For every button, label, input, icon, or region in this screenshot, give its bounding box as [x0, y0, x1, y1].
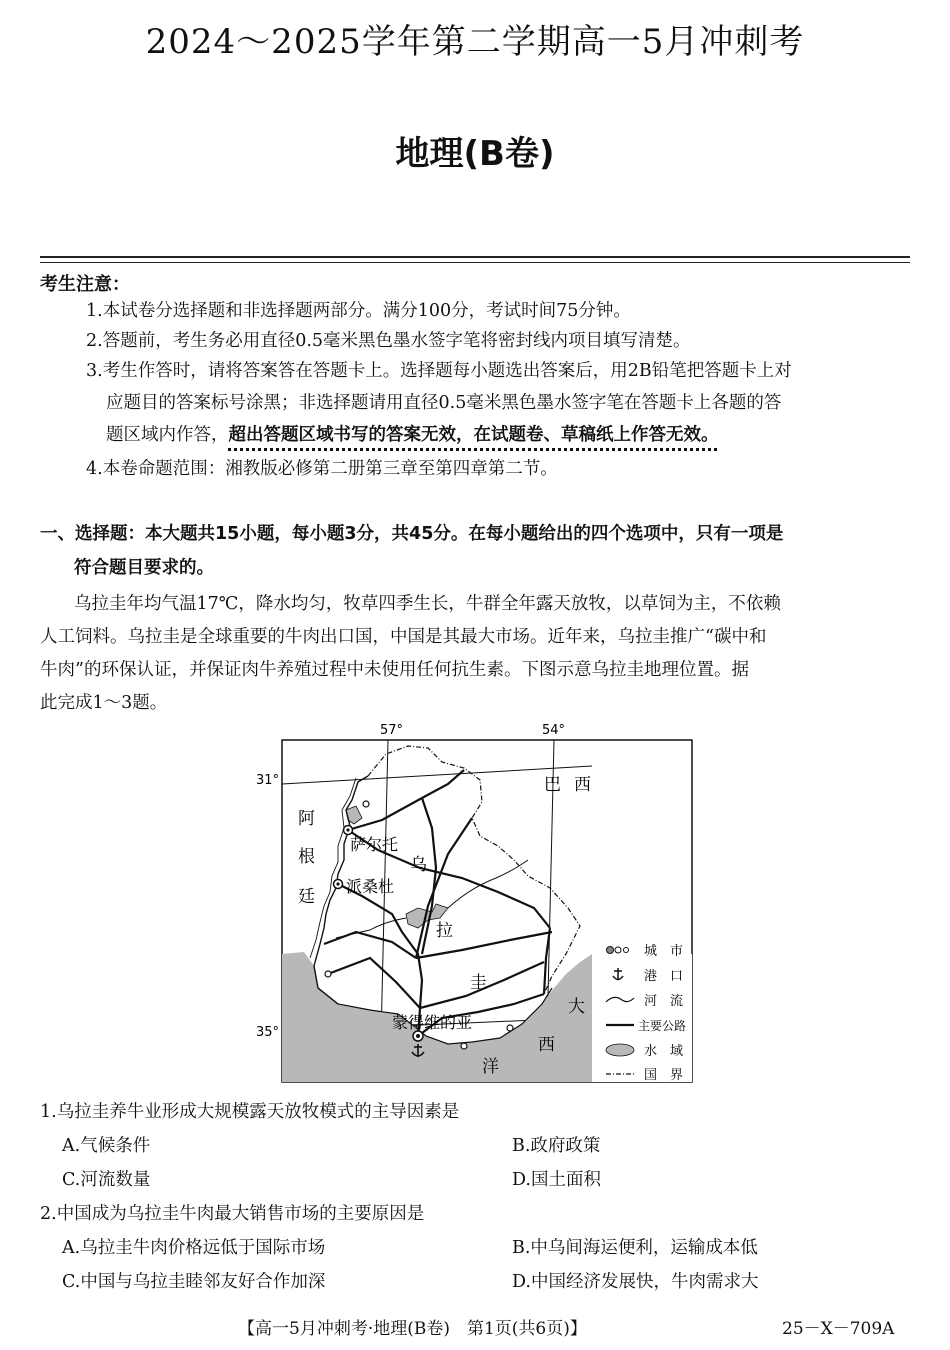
legend-city-label: 城 市	[644, 944, 684, 959]
question-1-option-d: D.国土面积	[512, 1170, 601, 1190]
legend-river-label: 河 流	[644, 994, 684, 1009]
map-label-atlantic-1: 大	[568, 997, 585, 1017]
map-label-paysandu: 派桑杜	[346, 877, 395, 896]
map-label-brazil-2: 西	[574, 775, 591, 795]
notice-item-1: 1.本试卷分选择题和非选择题两部分。满分100分，考试时间75分钟。	[86, 301, 631, 321]
question-2-stem: 2.中国成为乌拉圭牛肉最大销售市场的主要原因是	[40, 1204, 425, 1224]
map-label-argentina-1: 阿	[298, 809, 315, 829]
city-marker-montevideo-core	[416, 1034, 420, 1038]
passage-line-2: 人工饲料。乌拉圭是全球重要的牛肉出口国，中国是其最大市场。近年来，乌拉圭推广“碳中和	[40, 627, 767, 647]
map-label-argentina-3: 廷	[298, 887, 315, 907]
legend-water-label: 水 域	[644, 1044, 684, 1059]
uruguay-location-map	[252, 718, 698, 1088]
town-marker	[325, 971, 331, 977]
legend-city-icon	[607, 947, 614, 954]
question-1-option-a: A.气候条件	[62, 1136, 151, 1156]
lat-label-31: 31°	[256, 773, 280, 788]
map-label-argentina-2: 根	[298, 847, 315, 867]
map-label-uruguay-2: 拉	[436, 921, 453, 941]
notice-item-3-line-2: 应题目的答案标号涂黑；非选择题请用直径0.5毫米黑色墨水签字笔在答题卡上各题的答	[106, 393, 782, 413]
notice-item-3-prefix: 题区域内作答，	[106, 425, 229, 445]
notice-item-2: 2.答题前，考生务必用直径0.5毫米黑色墨水签字笔将密封线内项目填写清楚。	[86, 331, 691, 351]
exam-title: 2024～2025学年第二学期高一5月冲刺考	[145, 22, 805, 62]
exam-subtitle: 地理(B卷)	[395, 134, 555, 174]
town-marker	[461, 1043, 467, 1049]
notice-item-3-line-3	[106, 420, 719, 450]
legend-border-label: 国 界	[644, 1068, 684, 1083]
passage-line-1: 乌拉圭年均气温17℃，降水均匀，牧草四季生长，牛群全年露天放牧，以草饲为主，不依赖	[74, 594, 781, 614]
question-1-option-c: C.河流数量	[62, 1170, 151, 1190]
section-heading-line-1: 一、选择题：本大题共15小题，每小题3分，共45分。在每小题给出的四个选项中，只有一项是	[40, 524, 784, 544]
map-label-salto: 萨尔托	[350, 835, 399, 854]
header-divider	[40, 256, 910, 258]
paper-code: 25－X－709A	[782, 1319, 895, 1339]
notice-heading: 考生注意：	[40, 274, 130, 295]
map-label-montevideo: 蒙得维的亚	[392, 1013, 473, 1032]
lon-label-54: 54°	[542, 723, 566, 738]
notice-item-3-emphasis: 超出答题区域书写的答案无效，在试题卷、草稿纸上作答无效。	[228, 425, 719, 445]
map-label-uruguay-1: 乌	[410, 855, 427, 875]
town-marker	[363, 801, 369, 807]
passage-line-3: 牛肉”的环保认证，并保证肉牛养殖过程中未使用任何抗生素。下图示意乌拉圭地理位置。据	[40, 660, 749, 680]
notice-item-3-line-1: 3.考生作答时，请将答案答在答题卡上。选择题每小题选出答案后，用2B铅笔把答题卡上对	[86, 361, 792, 381]
legend-road-label: 主要公路	[638, 1019, 687, 1033]
town-marker	[507, 1025, 513, 1031]
map-label-atlantic-3: 洋	[482, 1057, 499, 1077]
notice-item-4: 4.本卷命题范围：湘教版必修第二册第三章至第四章第二节。	[86, 459, 558, 479]
page-footer: 【高一5月冲刺考·地理(B卷) 第1页(共6页)】	[238, 1319, 587, 1339]
map-label-uruguay-3: 圭	[470, 973, 487, 993]
question-2-option-d: D.中国经济发展快，牛肉需求大	[512, 1272, 759, 1292]
city-marker-paysandu-core	[336, 882, 339, 885]
map-label-atlantic-2: 西	[538, 1035, 555, 1055]
passage-line-4: 此完成1～3题。	[40, 693, 168, 713]
question-2-option-b: B.中乌间海运便利，运输成本低	[512, 1238, 758, 1258]
question-1-stem: 1.乌拉圭养牛业形成大规模露天放牧模式的主导因素是	[40, 1102, 460, 1122]
header-divider-thin	[40, 262, 910, 263]
section-heading-line-2: 符合题目要求的。	[74, 558, 214, 578]
legend-city-icon-3	[624, 948, 629, 953]
city-marker-salto-core	[346, 828, 349, 831]
map-label-brazil-1: 巴	[544, 775, 561, 795]
question-1-option-b: B.政府政策	[512, 1136, 601, 1156]
legend-port-label: 港 口	[644, 969, 684, 984]
legend-city-icon-2	[615, 947, 621, 953]
question-2-option-c: C.中国与乌拉圭睦邻友好合作加深	[62, 1272, 326, 1292]
lon-label-57: 57°	[380, 723, 404, 738]
question-2-option-a: A.乌拉圭牛肉价格远低于国际市场	[62, 1238, 326, 1258]
lat-label-35: 35°	[256, 1025, 280, 1040]
legend-water-icon	[606, 1044, 634, 1056]
